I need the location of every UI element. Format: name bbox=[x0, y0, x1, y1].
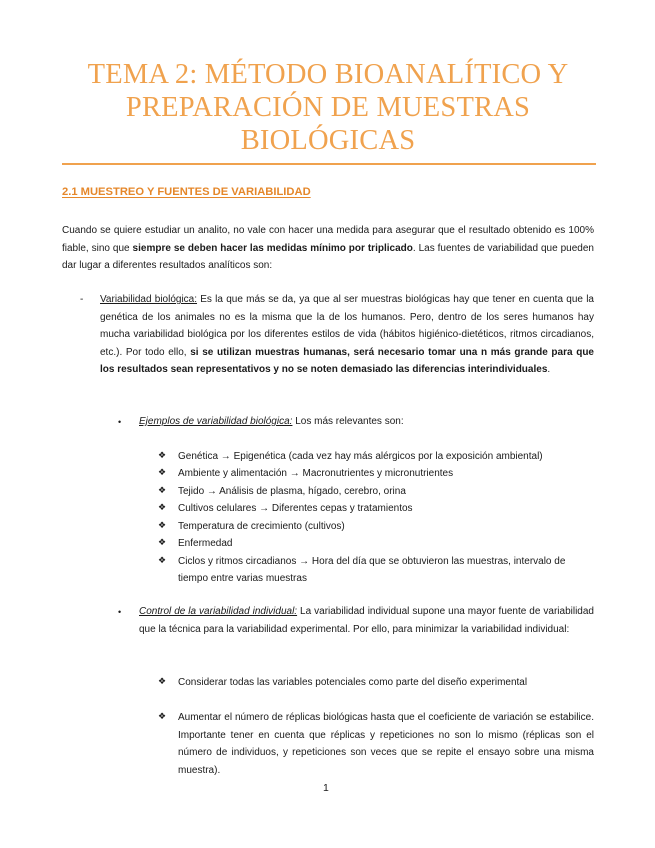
examples-label: Ejemplos de variabilidad biológica: bbox=[139, 416, 293, 427]
dash-bullet: - bbox=[80, 294, 84, 305]
examples-heading: Ejemplos de variabilidad biológica: Los más relevantes son: bbox=[139, 416, 404, 427]
control-paragraph: Control de la variabilidad individual: La variabilidad individual supone una mayor fuente de variabilidad que la técnica para la variabilidad experimental. Por ello, para minimizar la variabilidad individual: bbox=[139, 606, 594, 635]
page-number: 1 bbox=[323, 782, 329, 794]
list-item: Cultivos celulares → Diferentes cepas y tratamientos bbox=[178, 503, 413, 514]
section-heading: 2.1 MUESTREO Y FUENTES DE VARIABILIDAD bbox=[62, 186, 311, 198]
control-item: Considerar todas las variables potenciales como parte del diseño experimental bbox=[178, 677, 528, 688]
list-item: Ciclos y ritmos circadianos → Hora del día que se obtuvieron las muestras, intervalo de bbox=[178, 556, 566, 567]
page-title bbox=[62, 58, 594, 157]
diamond-bullet-icon: ❖ bbox=[158, 502, 167, 512]
intro-bold: siempre se deben hacer las medidas mínimo por triplicado bbox=[132, 242, 413, 254]
diamond-bullet-icon: ❖ bbox=[158, 485, 167, 495]
list-item: Ambiente y alimentación → Macronutrientes y micronutrientes bbox=[178, 468, 454, 479]
control-label: Control de la variabilidad individual: bbox=[139, 606, 298, 617]
intro-paragraph: Cuando se quiere estudiar un analito, no vale con hacer una medida para asegurar que el resultado obtenido es 100% fiable, sino que siempre se deben hacer las medidas mínimo por triplicado. Las fuentes de variabilidad que pueden dar lugar a diferentes resultados analíticos son: bbox=[62, 225, 594, 271]
bullet-dot: • bbox=[118, 607, 122, 617]
diamond-bullet-icon: ❖ bbox=[158, 537, 167, 547]
list-item: Tejido → Análisis de plasma, hígado, cerebro, orina bbox=[178, 486, 406, 497]
title-line-3: BIOLÓGICAS bbox=[240, 125, 416, 156]
list-item-continuation: tiempo entre varias muestras bbox=[178, 573, 307, 584]
bio-bold: si se utilizan muestras humanas, será necesario tomar una n más grande para que los resultados sean representativos y no se noten demasiado las diferencias interindividuales bbox=[100, 346, 594, 375]
diamond-bullet-icon: ❖ bbox=[158, 555, 167, 565]
title-line-1: TEMA 2: MÉTODO BIOANALÍTICO Y bbox=[87, 59, 569, 90]
diamond-bullet-icon: ❖ bbox=[158, 450, 167, 460]
diamond-bullet-icon: ❖ bbox=[158, 520, 167, 530]
bio-label: Variabilidad biológica: bbox=[100, 294, 198, 305]
diamond-bullet-icon: ❖ bbox=[158, 711, 167, 721]
title-line-2: PREPARACIÓN DE MUESTRAS bbox=[125, 92, 531, 123]
list-item: Genética → Epigenética (cada vez hay más alérgicos por la exposición ambiental) bbox=[178, 451, 543, 462]
bullet-dot: • bbox=[118, 417, 122, 427]
title-underline-rule bbox=[62, 163, 596, 165]
diamond-bullet-icon: ❖ bbox=[158, 676, 167, 686]
bio-variability-paragraph: Variabilidad biológica: Es la que más se da, ya que al ser muestras biológicas hay que tener en cuenta que la genética de los animales no es la misma que la de los humanos. Pero, dentro de los seres humanos hay mucha variabilidad biológica por los diferentes estilos de vida (hábitos higiénico-dietéticos, ritmos circadianos, etc.). Por todo ello, si se utilizan muestras humanas, será necesario tomar una n más grande para que los resultados sean representativos y no se noten demasiado las diferencias interindividuales. bbox=[100, 294, 594, 375]
list-item: Enfermedad bbox=[178, 538, 233, 549]
diamond-bullet-icon: ❖ bbox=[158, 467, 167, 477]
list-item: Temperatura de crecimiento (cultivos) bbox=[178, 521, 345, 532]
control-item: Aumentar el número de réplicas biológicas hasta que el coeficiente de variación se estabilice. Importante tener en cuenta que réplicas y repeticiones no son lo mismo (réplicas son el número de individuos, y repeticiones son veces que se repite el ensayo sobre una misma muestra). bbox=[178, 712, 594, 776]
